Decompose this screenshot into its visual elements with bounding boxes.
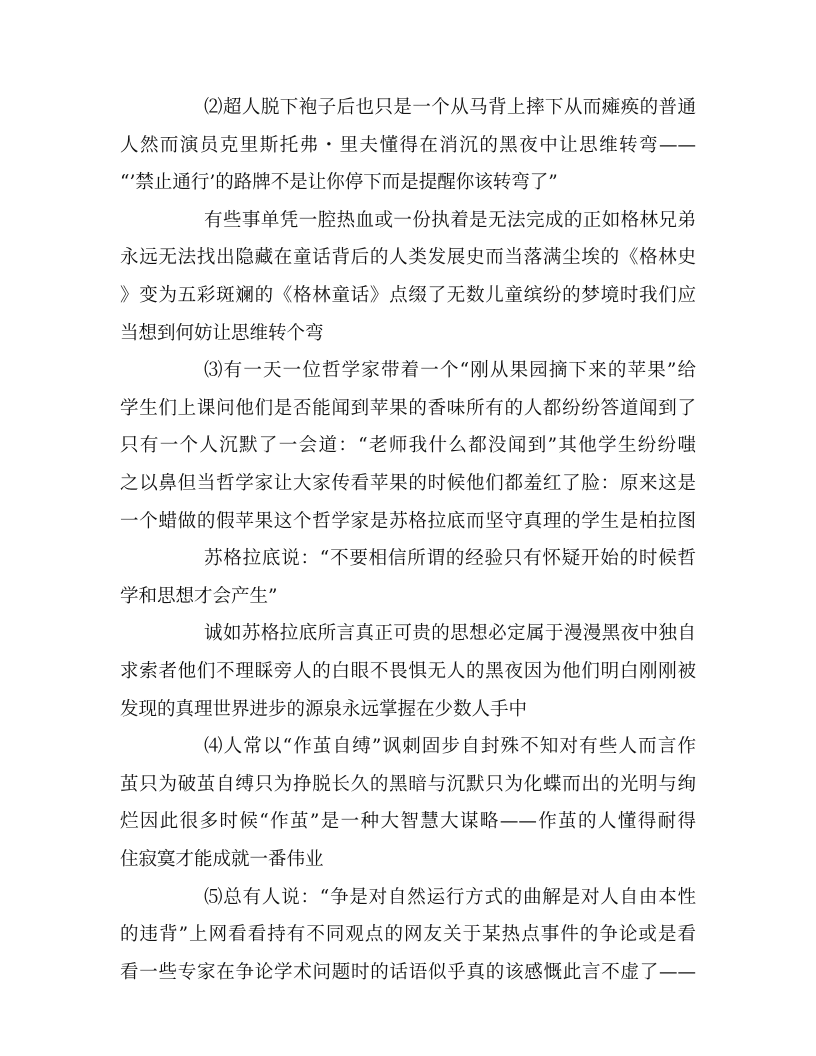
paragraph-3-line-3: 只有一个人沉默了一会道：“老师我什么都没闻到”其他学生纷纷嗤 [120,435,696,456]
paragraph-2-line-1: ⑵超人脱下袍子后也只是一个从马背上摔下从而瘫痪的普通 [204,97,696,118]
paragraph-2-line-3: “’禁止通行’的路牌不是让你停下而是提醒你该转弯了” [120,172,558,193]
paragraph-4-line-3: 烂因此很多时候“作茧”是一种大智慧大谋略——作茧的人懂得耐得 [120,811,696,832]
paragraph-4-line-1: ⑷人常以“作茧自缚”讽刺固步自封殊不知对有些人而言作 [204,736,696,757]
paragraph-3-line-5: 一个蜡做的假苹果这个哲学家是苏格拉底而坚守真理的学生是柏拉图 [120,511,696,532]
paragraph-2-line-2: 人然而演员克里斯托弗・里夫懂得在消沉的黑夜中让思维转弯—— [120,135,696,156]
paragraph-3b-line-1: 苏格拉底说：“不要相信所谓的经验只有怀疑开始的时候哲 [204,548,696,569]
paragraph-3-line-4: 之以鼻但当哲学家让大家传看苹果的时候他们都羞红了脸：原来这是 [120,473,696,494]
paragraph-5-line-2: 的违背”上网看看持有不同观点的网友关于某热点事件的争论或是看 [120,924,696,945]
paragraph-2b-line-2: 永远无法找出隐藏在童话背后的人类发展史而当落满尘埃的《格林史 [120,247,696,268]
paragraph-4-line-4: 住寂寞才能成就一番伟业 [120,849,324,870]
paragraph-4-line-2: 茧只为破茧自缚只为挣脱长久的黑暗与沉默只为化蝶而出的光明与绚 [120,774,696,795]
paragraph-5-line-1: ⑸总有人说：“争是对自然运行方式的曲解是对人自由本性 [204,887,696,908]
paragraph-3c-line-1: 诚如苏格拉底所言真正可贵的思想必定属于漫漫黑夜中独自 [204,623,696,644]
paragraph-2b-line-1: 有些事单凭一腔热血或一份执着是无法完成的正如格林兄弟 [204,210,696,231]
paragraph-5-line-3: 看一些专家在争论学术问题时的话语似乎真的该感慨此言不虚了—— [120,962,696,983]
paragraph-2b-line-3: 》变为五彩斑斓的《格林童话》点缀了无数儿童缤纷的梦境时我们应 [120,285,696,306]
paragraph-3-line-2: 学生们上课问他们是否能闻到苹果的香味所有的人都纷纷答道闻到了 [120,398,696,419]
paragraph-3b-line-2: 学和思想才会产生” [120,586,278,607]
paragraph-3c-line-3: 发现的真理世界进步的源泉永远掌握在少数人手中 [120,699,528,720]
paragraph-3-line-1: ⑶有一天一位哲学家带着一个“刚从果园摘下来的苹果”给 [204,360,696,381]
paragraph-3c-line-2: 求索者他们不理睬旁人的白眼不畏惧无人的黑夜因为他们明白刚刚被 [120,661,696,682]
paragraph-2b-line-4: 当想到何妨让思维转个弯 [120,323,324,344]
